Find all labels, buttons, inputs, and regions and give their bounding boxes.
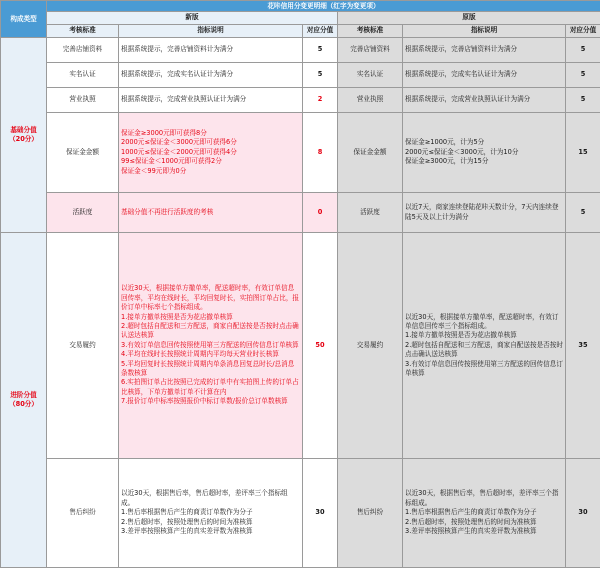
new-criterion-header: 考核标准	[47, 25, 119, 38]
new-score: 0	[303, 193, 338, 233]
new-description-line: 保证金＜99元即为0分	[121, 166, 187, 175]
old-criterion: 保证金金额	[338, 113, 403, 193]
new-description-line: 6.实拍图订单占比按照已完成的订单中有实拍图上传的订单占比核算，下单方撤单订单不计算在内	[121, 378, 299, 396]
title-row	[1, 1, 600, 12]
old-description-line: 以近30天，根据接单方撤单率，配送超时率，有效订单信息回传率三个指标组成。	[405, 312, 559, 330]
old-description: 以近7天，商家连续登陆花咔天数计分，7天内连续登陆5天及以上计为满分	[403, 193, 566, 233]
old-description-line: 3.差评率按照核算产生的真实差评数为准核算	[405, 527, 537, 536]
old-description	[403, 113, 566, 193]
new-criterion: 完善店铺资料	[47, 38, 119, 63]
new-criterion: 交易履约	[47, 233, 119, 459]
new-description-line: 99≤保证金＜1000元即可获得2分	[121, 157, 222, 166]
new-description	[119, 459, 303, 568]
new-criterion: 实名认证	[47, 63, 119, 88]
old-description-line: 1.接单方撤单按照是否为花店撤单核算	[405, 331, 517, 340]
old-description-line: 保证金≥1000元，计为5分	[405, 138, 485, 147]
table-row	[1, 193, 600, 233]
new-description-line: 3.差评率按照核算产生的真实差评数为准核算	[121, 527, 253, 536]
new-description-line: 3.有效订单信息回传按照使用第三方配送的回传信息订单核算	[121, 340, 299, 349]
new-criterion: 售后纠纷	[47, 459, 119, 568]
old-description: 根据系统提示，完成营业执照认证计为满分	[403, 88, 566, 113]
new-description: 根据系统提示，完成实名认证计为满分	[119, 63, 303, 88]
old-score: 5	[566, 63, 600, 88]
table-row	[1, 38, 600, 63]
new-criterion: 营业执照	[47, 88, 119, 113]
new-score: 50	[303, 233, 338, 459]
new-criterion: 活跃度	[47, 193, 119, 233]
old-description-header: 指标说明	[403, 25, 566, 38]
new-description-line: 以近30天，根据售后率，售后超时率，差评率三个指标组成。	[121, 489, 288, 507]
old-description-line: 2.超时包括自配送和三方配送，商家自配送按是否按时点击确认送达核算	[405, 340, 563, 359]
old-criterion-header: 考核标准	[338, 25, 403, 38]
old-score: 5	[566, 193, 600, 233]
old-description-line: 3.有效订单信息回传按照使用第三方配送的回传信息订单核算	[405, 359, 563, 378]
old-criterion: 完善店铺资料	[338, 38, 403, 63]
table-row	[1, 233, 600, 459]
old-description: 根据系统提示，完善店铺资料计为满分	[403, 38, 566, 63]
old-description	[403, 233, 566, 459]
old-score: 5	[566, 38, 600, 63]
new-score: 2	[303, 88, 338, 113]
old-score: 5	[566, 88, 600, 113]
new-description-line: 7.报价订单中标率按照报价中标订单数/报价总订单数核算	[121, 397, 288, 406]
new-score: 8	[303, 113, 338, 193]
new-description-line: 以近30天，根据接单方撤单率，配送超时率，有效订单信息回传率，平均在线时长，平均回复时长，实拍图订单占比，报价订单中标率七个指标组成。	[121, 284, 300, 312]
table-row	[1, 63, 600, 88]
old-criterion: 售后纠纷	[338, 459, 403, 568]
new-score: 30	[303, 459, 338, 568]
old-score: 30	[566, 459, 600, 568]
new-description-line: 2.售后超时率，按照处理售后的时间为准核算	[121, 517, 253, 526]
new-description-header: 指标说明	[119, 25, 303, 38]
advanced-group-points: （80分）	[9, 400, 38, 408]
column-header-row	[1, 25, 600, 38]
new-description-line: 2000元≤保证金＜3000元即可获得6分	[121, 138, 237, 147]
new-version-header: 新版	[47, 12, 338, 25]
old-description-line: 2.售后超时率，按照处理售后的时间为准核算	[405, 517, 537, 526]
old-description-line: 保证金≥3000元，计为15分	[405, 157, 489, 166]
old-criterion: 实名认证	[338, 63, 403, 88]
type-column-header: 构成类型	[1, 1, 47, 38]
old-description	[403, 459, 566, 568]
new-description-line: 1.接单方撤单按照是否为花店撤单核算	[121, 312, 233, 321]
old-version-header: 原版	[338, 12, 600, 25]
new-description	[119, 233, 303, 459]
advanced-group-name: 进阶分值	[10, 390, 37, 399]
advanced-group-label	[1, 233, 47, 568]
new-description: 根据系统提示，完成营业执照认证计为满分	[119, 88, 303, 113]
new-description	[119, 113, 303, 193]
new-description-line: 1.售后率根据售后产生的商责订单数作为分子	[121, 508, 253, 517]
old-score: 35	[566, 233, 600, 459]
new-description-line: 保证金≥3000元即可获得8分	[121, 128, 207, 137]
old-description-line: 2000元≤保证金＜3000元，计为10分	[405, 147, 519, 156]
old-criterion: 交易履约	[338, 233, 403, 459]
new-description-line: 5.平均回复时长按照统计周期内单条消息回复总时长/总消息条数核算	[121, 359, 295, 378]
old-description-line: 1.售后率根据售后产生的商责订单数作为分子	[405, 508, 537, 517]
new-criterion: 保证金金额	[47, 113, 119, 193]
table-row	[1, 459, 600, 568]
new-description-line: 4.平均在线时长按照统计周期内平均每天营业时长核算	[121, 350, 279, 359]
old-criterion: 活跃度	[338, 193, 403, 233]
old-criterion: 营业执照	[338, 88, 403, 113]
new-description-line: 1000元≤保证金＜2000元即可获得4分	[121, 147, 237, 156]
old-description: 根据系统提示，完成实名认证计为满分	[403, 63, 566, 88]
old-score: 15	[566, 113, 600, 193]
new-score-header: 对应分值	[303, 25, 338, 38]
basic-group-points: （20分）	[9, 135, 38, 143]
table-row	[1, 88, 600, 113]
section-row	[1, 12, 600, 25]
table-title: 花咔信用分变更明细（红字为变更项）	[47, 1, 600, 12]
old-score-header: 对应分值	[566, 25, 600, 38]
table-row	[1, 113, 600, 193]
new-description: 根据系统提示，完善店铺资料计为满分	[119, 38, 303, 63]
new-score: 5	[303, 63, 338, 88]
new-description-line: 2.超时包括自配送和三方配送，商家自配送按是否按时点击确认送达核算	[121, 321, 299, 340]
new-description: 基础分值不再进行活跃度的考核	[119, 193, 303, 233]
basic-group-label	[1, 38, 47, 233]
basic-group-name: 基础分值	[10, 125, 37, 134]
old-description-line: 以近30天，根据售后率，售后超时率，差评率三个指标组成。	[405, 489, 559, 507]
new-score: 5	[303, 38, 338, 63]
